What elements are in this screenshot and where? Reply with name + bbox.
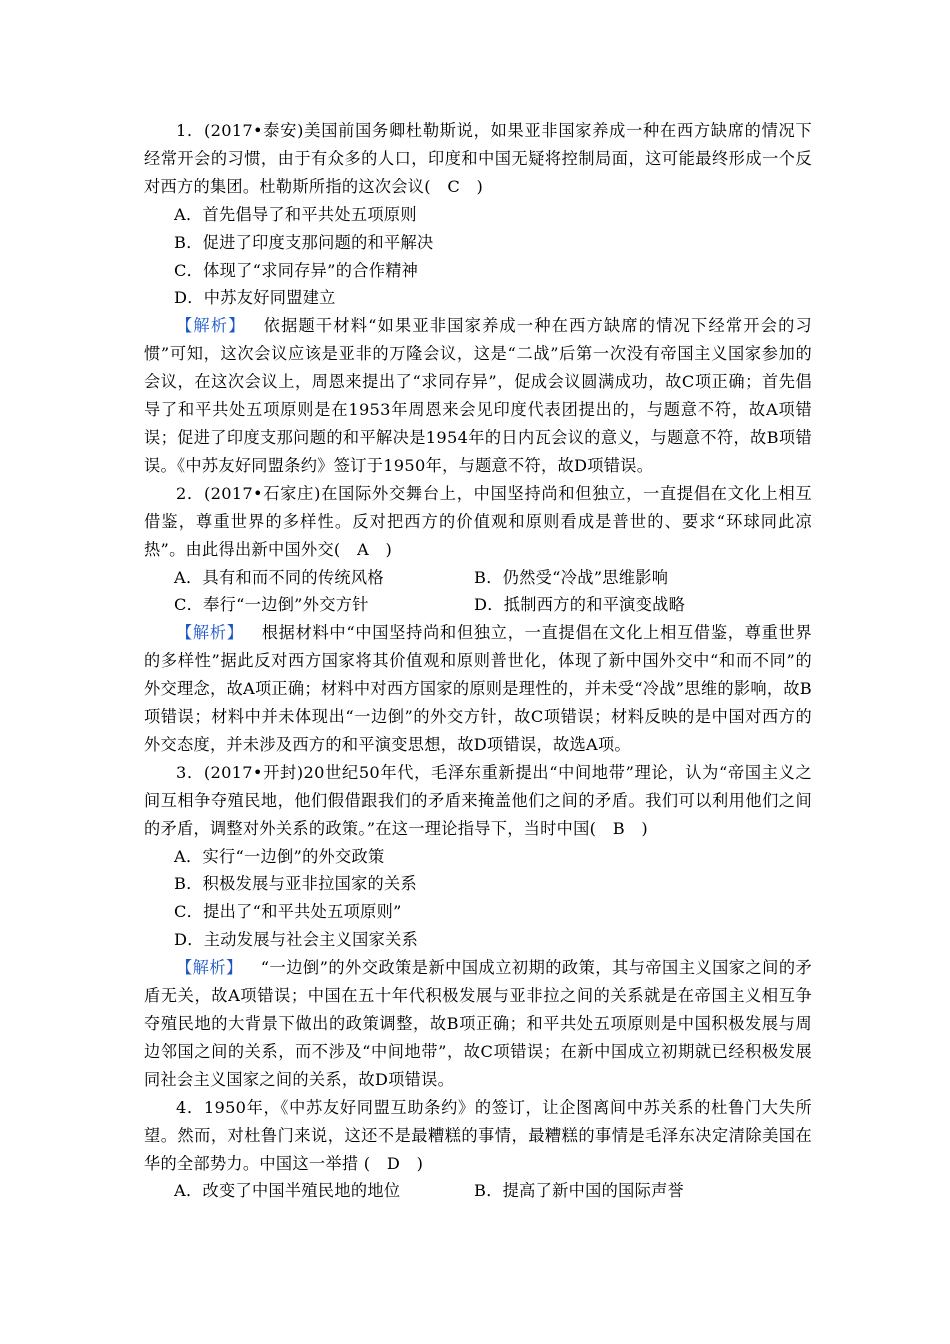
question-4-options-row-1 [144, 1177, 812, 1205]
question-1-analysis [144, 312, 812, 479]
question-2-option-c: C．奉行“一边倒”外交方针 [174, 595, 369, 615]
analysis-text: 根据材料中“中国坚持尚和但独立，一直提倡在文化上相互借鉴，尊重世界的多样性”据此反对西方国家将其价值观和原则普世化，体现了新中国外交中“和而不同”的外交理念，故A项正确；材料中对西方国家的原则是理性的，并未受“冷战”思维的影响，故B项错误；材料中并未体现出“一边倒”的外交方针，故C项错误；材料反映的是中国对西方的外交态度，并未涉及西方的和平演变思想，故D项错误，故选A项。 [144, 623, 812, 754]
question-1-option-d: D．中苏友好同盟建立 [174, 288, 336, 308]
question-2-stem: 2．(2017•石家庄)在国际外交舞台上，中国坚持尚和但独立，一直提倡在文化上相互借鉴，尊重世界的多样性。反对把西方的价值观和原则看成是普世的、要求“环球同此凉热”。由此得出新中国外交( A ) [144, 483, 812, 559]
question-3-analysis [144, 954, 812, 1094]
analysis-text: “一边倒”的外交政策是新中国成立初期的政策，其与帝国主义国家之间的矛盾无关，故A项错误；中国在五十年代积极发展与亚非拉之间的关系就是在帝国主义相互争夺殖民地的大背景下做出的政策调整，故B项正确；和平共处五项原则是中国积极发展与周边邻国之间的关系，而不涉及“中间地带”，故C项错误；在新中国成立初期就已经积极发展同社会主义国家之间的关系，故D项错误。 [144, 958, 813, 1089]
question-2-option-b: B．仍然受“冷战”思维影响 [474, 567, 669, 587]
question-4-option-a: A．改变了中国半殖民地的地位 [174, 1181, 401, 1201]
question-4-option-b: B．提高了新中国的国际声誉 [474, 1181, 685, 1201]
analysis-label: 【解析】 [176, 623, 244, 643]
question-3-option-d: D．主动发展与社会主义国家关系 [174, 930, 419, 950]
question-2-option-d: D．抵制西方的和平演变战略 [474, 595, 686, 615]
document-page [144, 117, 812, 1205]
analysis-text: 依据题干材料“如果亚非国家养成一种在西方缺席的情况下经常开会的习惯”可知，这次会议应该是亚非的万隆会议，这是“二战”后第一次没有帝国主义国家参加的会议，在这次会议上，周恩来提出了“求同存异”，促成会议圆满成功，故C项正确；首先倡导了和平共处五项原则是在1953年周恩来会见印度代表团提出的，与题意不符，故A项错误；促进了印度支那问题的和平解决是1954年的日内瓦会议的意义，与题意不符，故B项错误。《中苏友好同盟条约》签订于1950年，与题意不符，故D项错误。 [144, 316, 813, 475]
question-3-option-c: C．提出了“和平共处五项原则” [174, 902, 402, 922]
question-3-option-a: A．实行“一边倒”的外交政策 [174, 846, 385, 866]
question-1-option-a: A．首先倡导了和平共处五项原则 [174, 204, 417, 224]
question-2-options-row-1 [144, 564, 812, 592]
analysis-label: 【解析】 [176, 958, 243, 978]
question-3-option-b: B．积极发展与亚非拉国家的关系 [174, 874, 418, 894]
question-1-option-b: B．促进了印度支那问题的和平解决 [174, 232, 434, 252]
question-2-analysis [144, 619, 812, 759]
question-1-stem: 1．(2017•泰安)美国前国务卿杜勒斯说，如果亚非国家养成一种在西方缺席的情况下经常开会的习惯，由于有众多的人口，印度和中国无疑将控制局面，这可能最终形成一个反对西方的集团。杜勒斯所指的这次会议( C ) [144, 121, 812, 196]
question-3-stem: 3．(2017•开封)20世纪50年代，毛泽东重新提出“中间地带”理论，认为“帝国主义之间互相争夺殖民地，他们假借跟我们的矛盾来掩盖他们之间的矛盾。我们可以利用他们之间的矛盾，调整对外关系的政策。”在这一理论指导下，当时中国( B ) [144, 762, 812, 838]
analysis-label: 【解析】 [176, 316, 246, 336]
question-2-options-row-2 [144, 591, 812, 619]
question-2-option-a: A．具有和而不同的传统风格 [174, 567, 384, 587]
question-4-stem: 4．1950年，《中苏友好同盟互助条约》的签订，让企图离间中苏关系的杜鲁门大失所望。然而，对杜鲁门来说，这还不是最糟糕的事情，最糟糕的事情是毛泽东决定清除美国在华的全部势力。中国这一举措 ( D ) [144, 1097, 812, 1173]
question-1-option-c: C．体现了“求同存异”的合作精神 [174, 260, 419, 280]
